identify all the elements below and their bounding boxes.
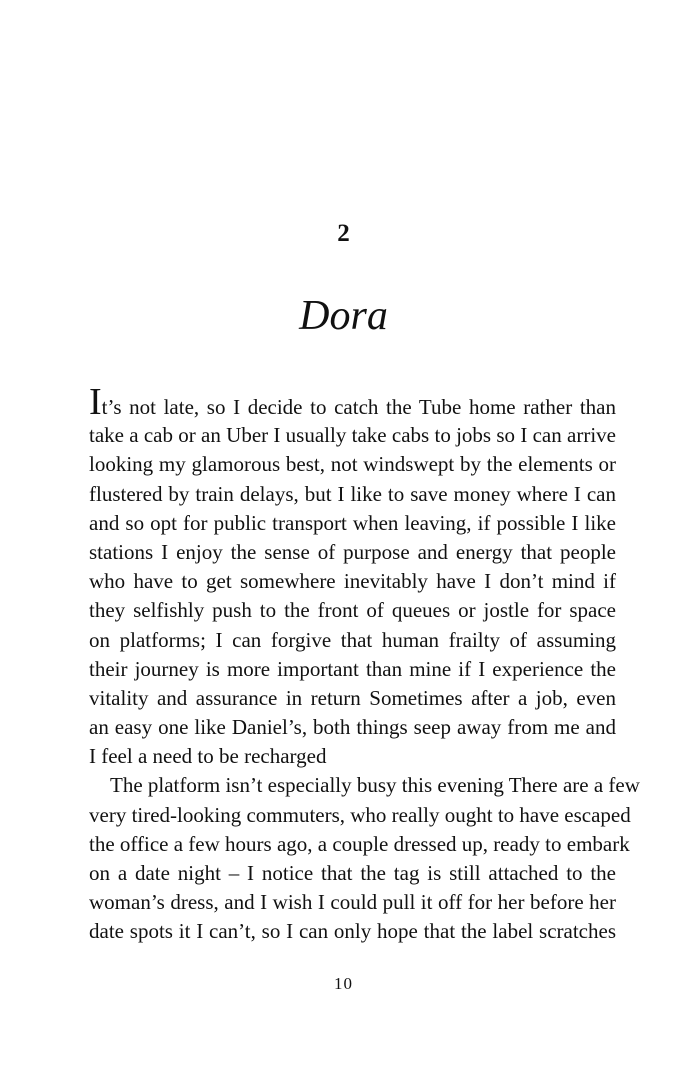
- body-line: looking my glamorous best, not windswept by the elements or: [89, 452, 616, 477]
- body-line: who have to get somewhere inevitably have I don’t mind if: [89, 569, 616, 594]
- page-number: 10: [334, 974, 353, 993]
- body-line: very tired-looking commuters, who really ought to have escaped: [89, 802, 631, 827]
- body-line: vitality and assurance in return Sometimes after a job, even: [89, 685, 616, 710]
- body-line: an easy one like Daniel’s, both things seep away from me and: [89, 715, 616, 740]
- chapter-title: Dora: [299, 293, 388, 339]
- body-line: on platforms; I can forgive that human frailty of assuming: [89, 627, 616, 652]
- body-line: [89, 381, 616, 423]
- body-line: I feel a need to be recharged: [89, 744, 327, 769]
- body-line: take a cab or an Uber I usually take cabs to jobs so I can arrive: [89, 423, 616, 448]
- line-text: t’s not late, so I decide to catch the Tube home rather than: [101, 395, 616, 419]
- chapter-number: 2: [337, 220, 350, 247]
- body-line: their journey is more important than mine if I experience the: [89, 656, 616, 681]
- body-line: woman’s dress, and I wish I could pull it off for her before her: [89, 890, 616, 915]
- drop-cap: I: [89, 381, 102, 423]
- body-text: [89, 381, 640, 947]
- body-line: and so opt for public transport when leaving, if possible I like: [89, 510, 616, 535]
- body-line: The platform isn’t especially busy this evening There are a few: [110, 773, 640, 798]
- body-line: date spots it I can’t, so I can only hope that the label scratches: [89, 919, 616, 944]
- body-line: stations I enjoy the sense of purpose and energy that people: [89, 539, 616, 564]
- body-line: flustered by train delays, but I like to save money where I can: [89, 481, 616, 506]
- body-line: on a date night – I notice that the tag is still attached to the: [89, 861, 616, 885]
- body-line: they selfishly push to the front of queues or jostle for space: [89, 598, 616, 623]
- body-line: the office a few hours ago, a couple dressed up, ready to embark: [89, 831, 630, 856]
